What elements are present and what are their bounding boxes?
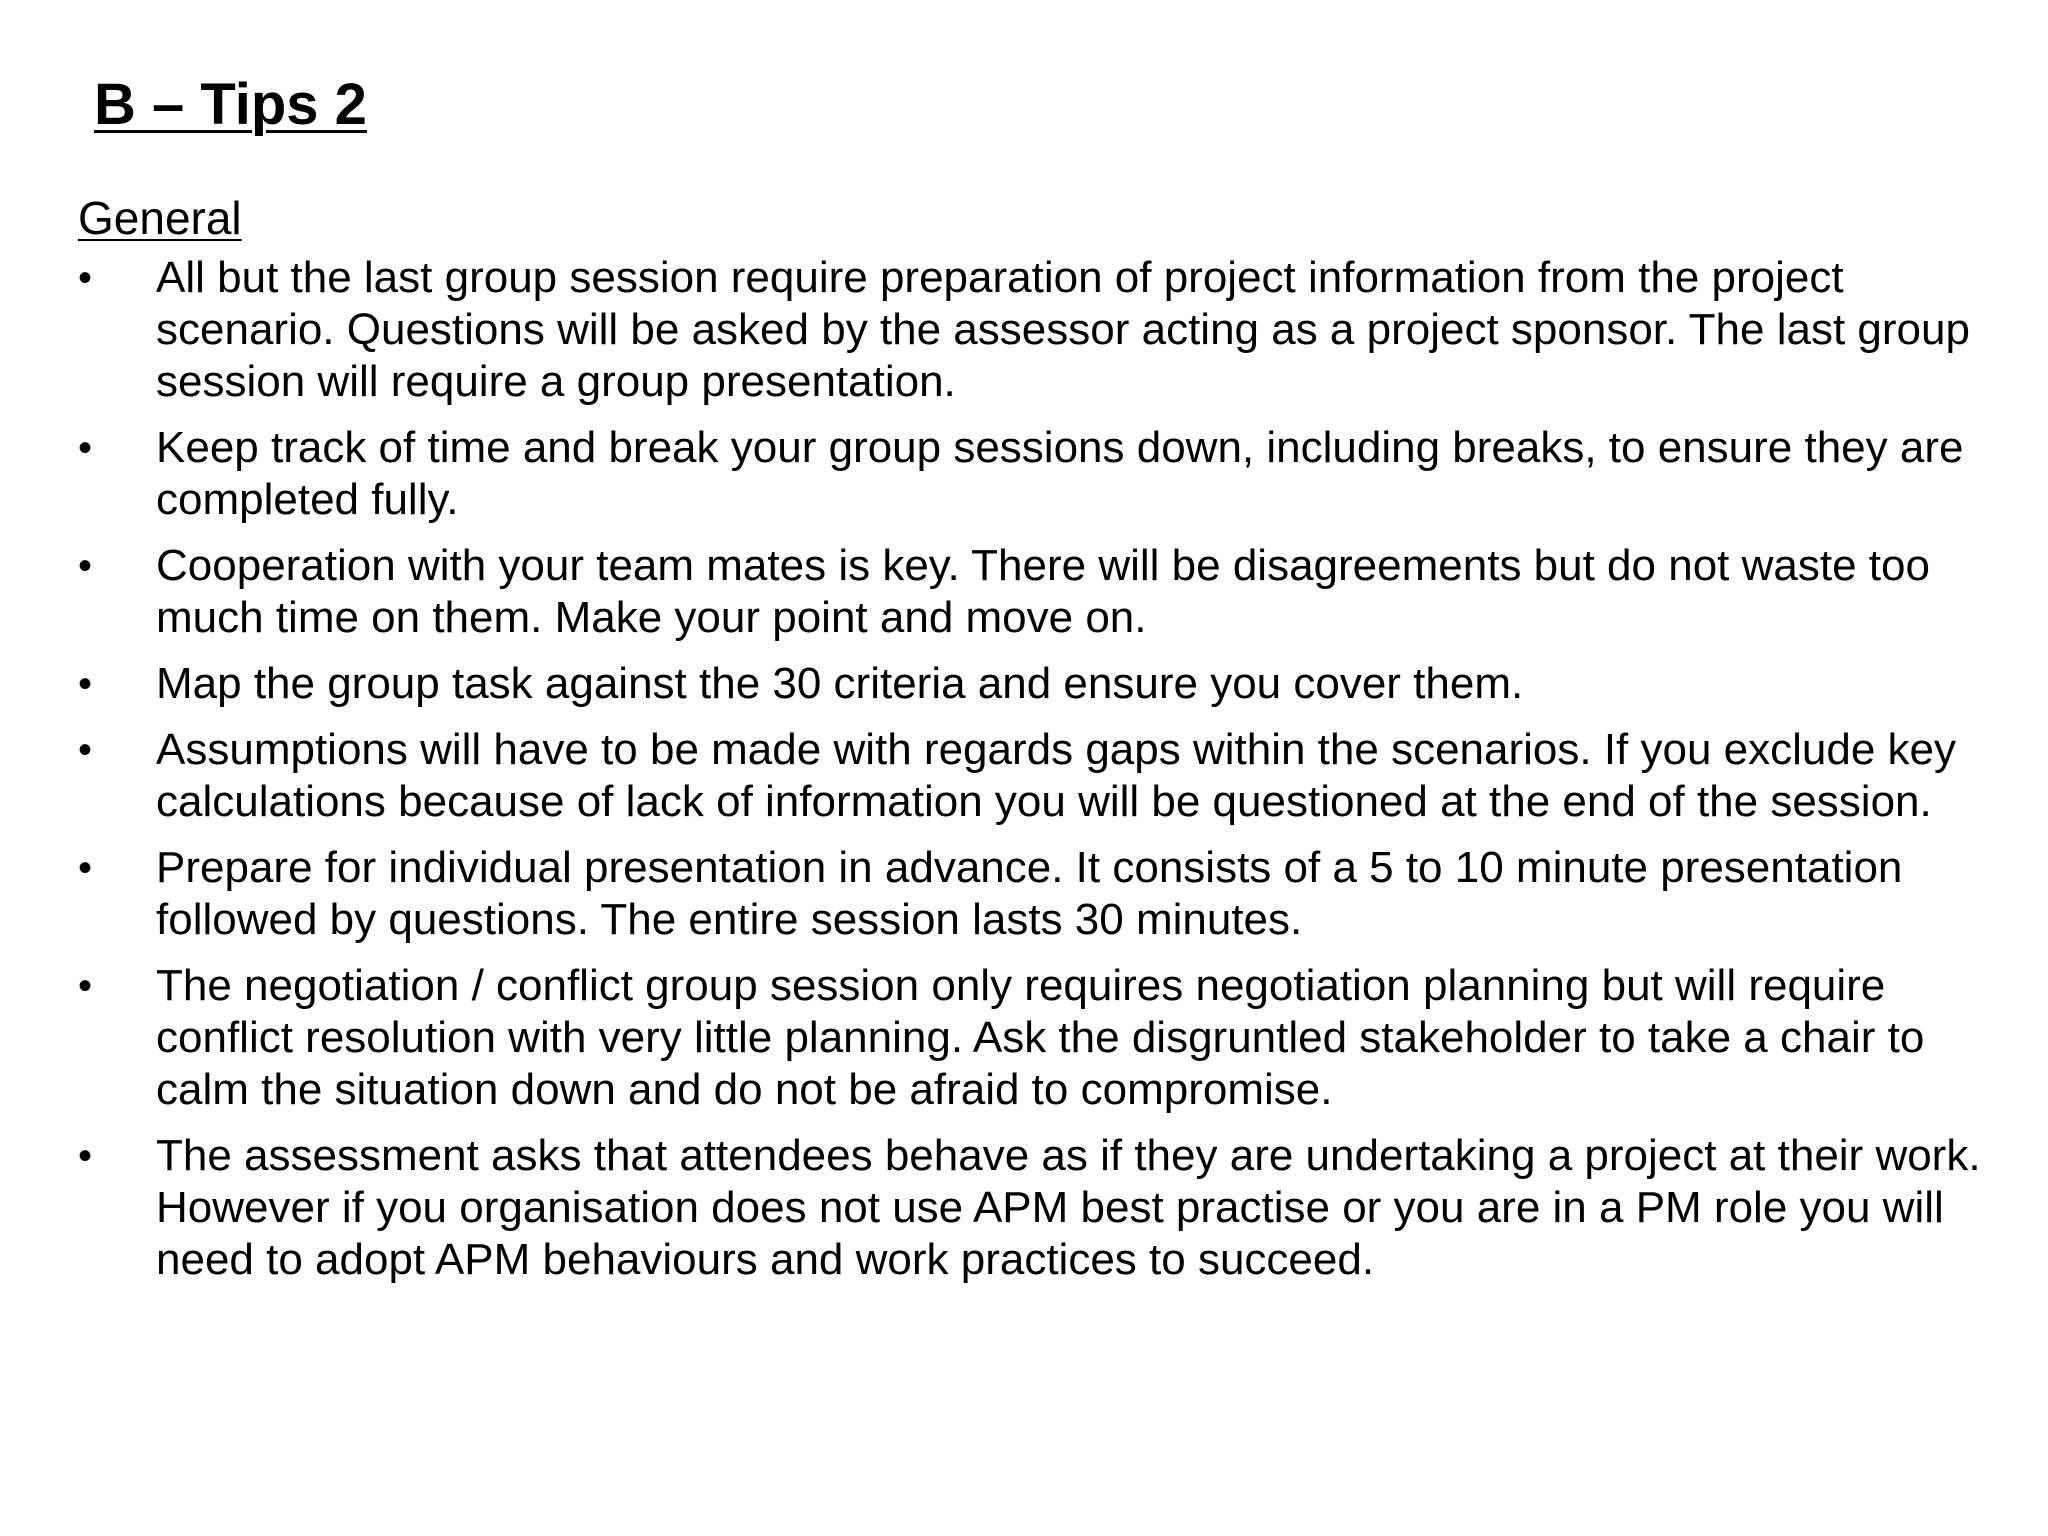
bullet-icon: • — [78, 544, 93, 588]
bullet-icon: • — [78, 426, 93, 470]
bullet-list — [78, 252, 2008, 1286]
bullet-item — [78, 724, 2008, 828]
bullet-item — [78, 422, 2008, 526]
bullet-text: Map the group task against the 30 criteria and ensure you cover them. — [156, 659, 1524, 708]
bullet-icon: • — [78, 964, 93, 1008]
bullet-text: Keep track of time and break your group sessions down, including breaks, to ensure they are completed fully. — [156, 423, 1964, 524]
bullet-item — [78, 252, 2008, 408]
bullet-item — [78, 960, 2008, 1116]
bullet-text: All but the last group session require preparation of project information from the project scenario. Questions will be asked by the assessor acting as a project sponsor. The last group session will require a group presentation. — [156, 253, 1970, 406]
bullet-icon: • — [78, 256, 93, 300]
bullet-text: The negotiation / conflict group session only requires negotiation planning but will require conflict resolution with very little planning. Ask the disgruntled stakeholder to take a chair to calm the situation down and do not be afraid to compromise. — [156, 961, 1925, 1114]
bullet-item — [78, 658, 2008, 710]
bullet-text: Assumptions will have to be made with regards gaps within the scenarios. If you exclude key calculations because of lack of information you will be questioned at the end of the session. — [156, 725, 1957, 826]
bullet-text: The assessment asks that attendees behave as if they are undertaking a project at their work. However if you organisation does not use APM best practise or you are in a PM role you will need to adopt APM behaviours and work practices to succeed. — [156, 1131, 1981, 1284]
slide-content — [78, 192, 2008, 1300]
bullet-icon: • — [78, 1134, 93, 1178]
bullet-item — [78, 540, 2008, 644]
bullet-item — [78, 1130, 2008, 1286]
section-heading-general: General — [78, 192, 242, 244]
slide-title: B – Tips 2 — [94, 72, 367, 137]
bullet-text: Prepare for individual presentation in advance. It consists of a 5 to 10 minute presentation followed by questions. The entire session lasts 30 minutes. — [156, 843, 1903, 944]
bullet-icon: • — [78, 728, 93, 772]
bullet-text: Cooperation with your team mates is key. There will be disagreements but do not waste too much time on them. Make your point and move on. — [156, 541, 1930, 642]
bullet-icon: • — [78, 662, 93, 706]
bullet-item — [78, 842, 2008, 946]
bullet-icon: • — [78, 846, 93, 890]
